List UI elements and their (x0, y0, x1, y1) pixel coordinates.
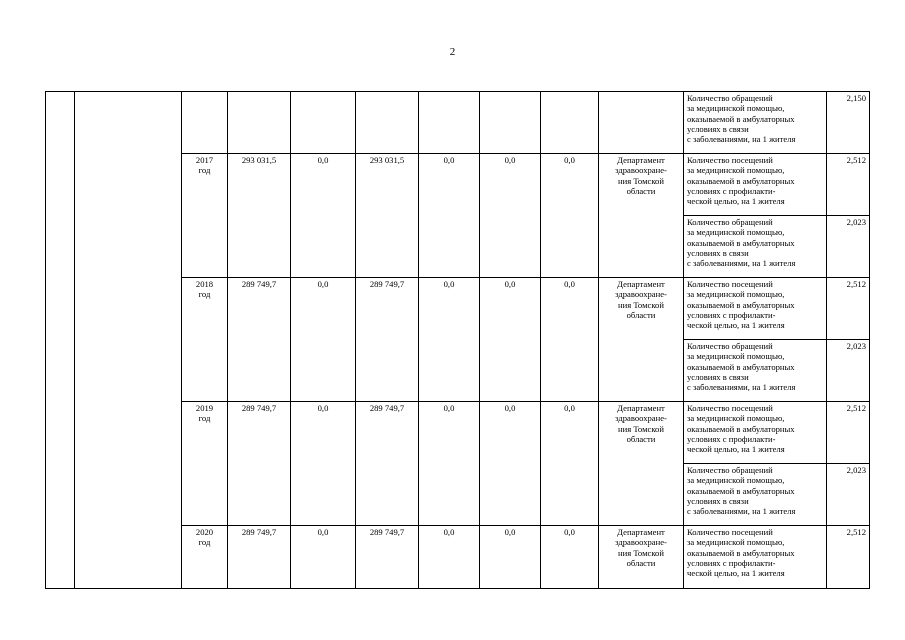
regional-cell: 289 749,7 (356, 278, 419, 402)
budget-table (45, 91, 870, 589)
regional-cell: 289 749,7 (356, 402, 419, 526)
indicator-cell: Количество обращений за медицинской помощью, оказываемой в амбулаторных условиях в связи с заболеваниями, на 1 жителя (684, 340, 827, 402)
indicator-cell: Количество посещений за медицинской помощью, оказываемой в амбулаторных условиях с профилакти- ческой целью, на 1 жителя (684, 402, 827, 464)
tfoms-cell: 0,0 (480, 402, 541, 526)
indicator-value: 2,023 (827, 464, 870, 526)
indicator-cell: Количество обращений за медицинской помощью, оказываемой в амбулаторных условиях в связи с заболеваниями, на 1 жителя (684, 464, 827, 526)
local-cell: 0,0 (419, 402, 480, 526)
col-task-cell (75, 92, 182, 589)
indicator-cell: Количество обращений за медицинской помощью, оказываемой в амбулаторных условиях в связи с заболеваниями, на 1 жителя (684, 92, 827, 154)
indicator-value: 2,512 (827, 278, 870, 340)
col-number-cell (46, 92, 75, 589)
total-cell: 289 749,7 (228, 526, 291, 589)
indicator-value: 2,512 (827, 154, 870, 216)
other-cell: 0,0 (541, 402, 599, 526)
federal-cell: 0,0 (291, 402, 356, 526)
federal-cell: 0,0 (291, 278, 356, 402)
regional-cell: 289 749,7 (356, 526, 419, 589)
table-row (46, 92, 870, 154)
local-cell: 0,0 (419, 154, 480, 278)
total-cell: 289 749,7 (228, 278, 291, 402)
department-cell: Департамент здравоохране- ния Томской области (599, 402, 684, 526)
indicator-value: 2,150 (827, 92, 870, 154)
indicator-cell: Количество посещений за медицинской помощью, оказываемой в амбулаторных условиях с профилакти- ческой целью, на 1 жителя (684, 526, 827, 589)
tfoms-cell: 0,0 (480, 154, 541, 278)
federal-cell: 0,0 (291, 526, 356, 589)
indicator-value: 2,512 (827, 526, 870, 589)
department-cell: Департамент здравоохране- ния Томской области (599, 278, 684, 402)
indicator-value: 2,023 (827, 340, 870, 402)
page-number: 2 (449, 46, 456, 58)
year-cell: 2019 год (182, 402, 228, 526)
total-cell: 293 031,5 (228, 154, 291, 278)
indicator-cell: Количество обращений за медицинской помощью, оказываемой в амбулаторных условиях в связи с заболеваниями, на 1 жителя (684, 216, 827, 278)
department-cell: Департамент здравоохране- ния Томской области (599, 154, 684, 278)
year-cell: 2020 год (182, 526, 228, 589)
year-cell: 2018 год (182, 278, 228, 402)
indicator-cell: Количество посещений за медицинской помощью, оказываемой в амбулаторных условиях с профилакти- ческой целью, на 1 жителя (684, 278, 827, 340)
indicator-value: 2,023 (827, 216, 870, 278)
tfoms-cell: 0,0 (480, 526, 541, 589)
department-cell: Департамент здравоохране- ния Томской области (599, 526, 684, 589)
tfoms-cell: 0,0 (480, 278, 541, 402)
indicator-cell: Количество посещений за медицинской помощью, оказываемой в амбулаторных условиях с профилакти- ческой целью, на 1 жителя (684, 154, 827, 216)
other-cell: 0,0 (541, 154, 599, 278)
other-cell: 0,0 (541, 278, 599, 402)
federal-cell: 0,0 (291, 154, 356, 278)
indicator-value: 2,512 (827, 402, 870, 464)
year-cell: 2017 год (182, 154, 228, 278)
total-cell: 289 749,7 (228, 402, 291, 526)
other-cell: 0,0 (541, 526, 599, 589)
local-cell: 0,0 (419, 278, 480, 402)
regional-cell: 293 031,5 (356, 154, 419, 278)
local-cell: 0,0 (419, 526, 480, 589)
